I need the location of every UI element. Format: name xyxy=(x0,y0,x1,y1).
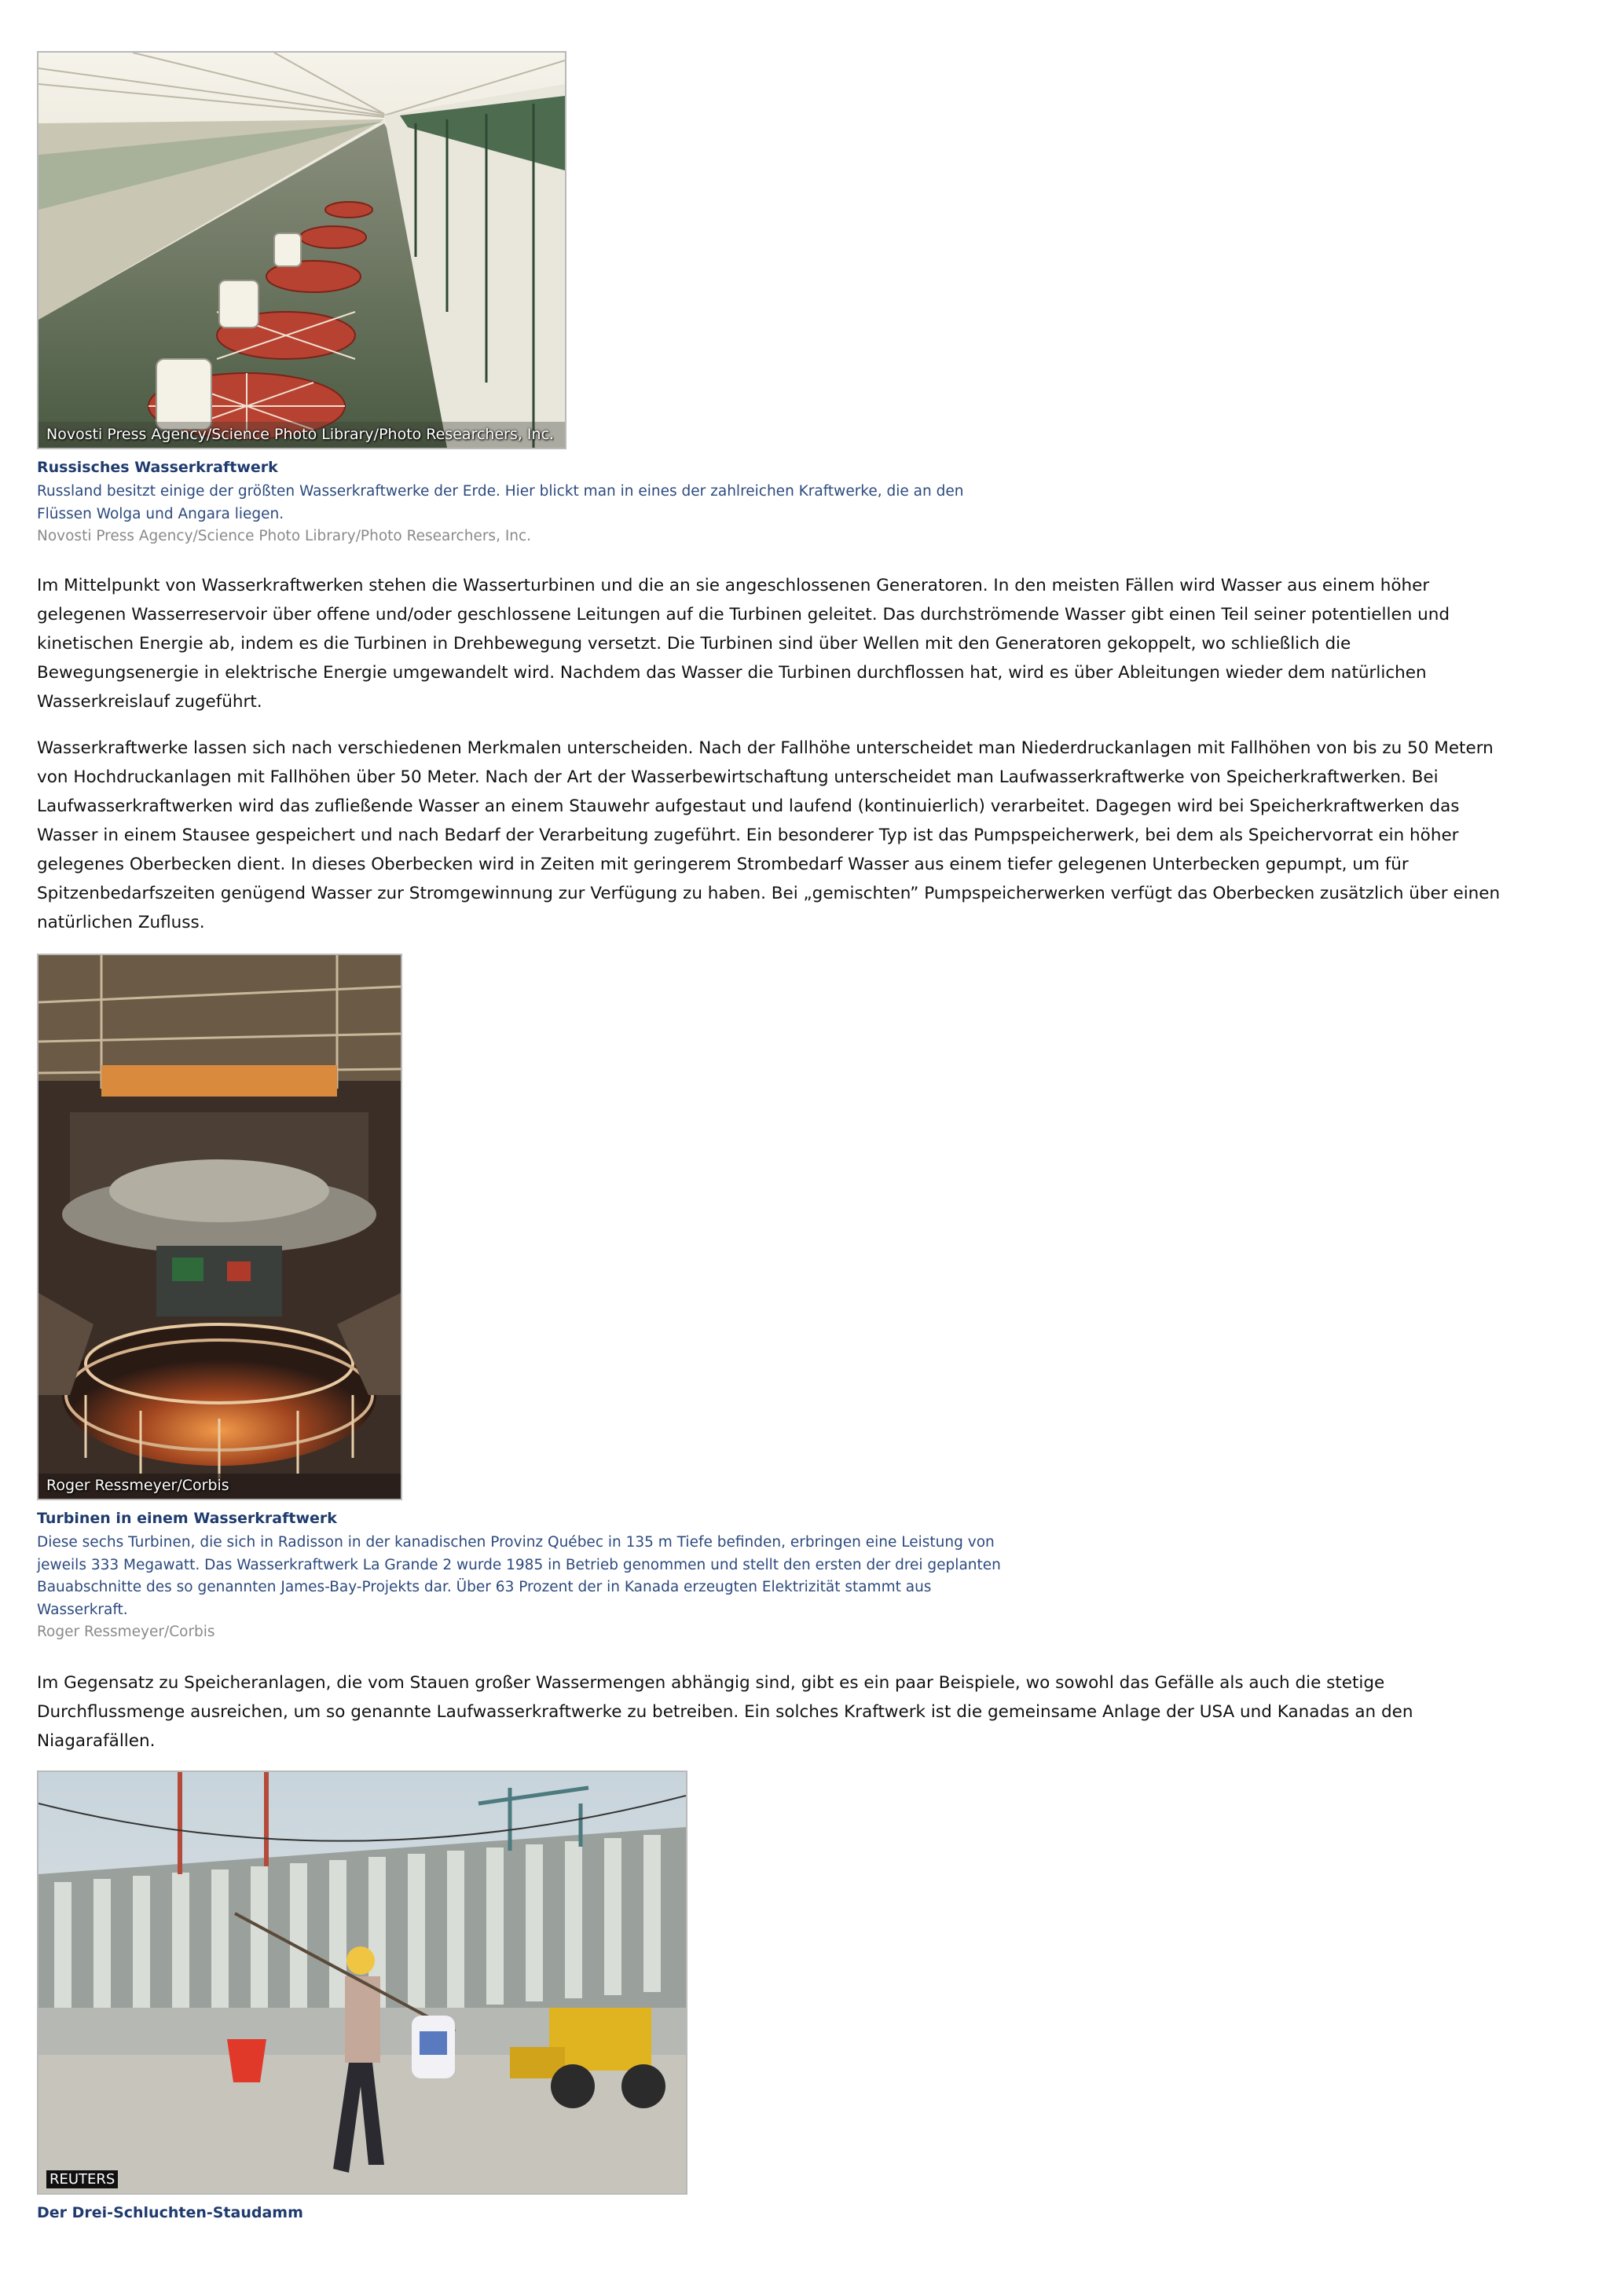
figure-credit: Roger Ressmeyer/Corbis xyxy=(37,1624,215,1640)
paragraph-line: Laufwasserkraftwerken wird das zufließende Wasser an einem Stauwehr aufgestaut und laufend (kontinuierlich) verarbeitet. Dagegen wird bei Speicherkraftwerken das xyxy=(37,796,1460,816)
paragraph-line: von Hochdruckanlagen mit Fallhöhen über 50 Meter. Nach der Art der Wasserbewirtschaftung unterscheidet man Laufwasserkraftwerke von Speicherkraftwerken. Bei xyxy=(37,767,1439,787)
figure-credit: Novosti Press Agency/Science Photo Library/Photo Researchers, Inc. xyxy=(37,528,532,544)
photo-three-gorges-dam xyxy=(37,1771,687,2195)
photo-overlay-credit: Novosti Press Agency/Science Photo Library/Photo Researchers, Inc. xyxy=(46,426,555,443)
three-gorges-dam-image xyxy=(38,1772,686,2193)
body-paragraph xyxy=(37,734,1577,937)
caption-line: Wasserkraft. xyxy=(37,1601,128,1618)
body-paragraph xyxy=(37,571,1577,716)
body-paragraph xyxy=(37,1668,1577,1756)
paragraph-line: Spitzenbedarfszeiten genügend Wasser zur Stromgewinnung zur Verfügung zu haben. Bei „gemischten” Pumpspeicherwerken verfügt das Oberbecken zusätzlich über einen xyxy=(37,884,1501,903)
figure-three-gorges-dam xyxy=(37,1771,744,2223)
paragraph-line: Im Gegensatz zu Speicheranlagen, die vom Stauen großer Wassermengen abhängig sind, gibt es ein paar Beispiele, wo sowohl das Gefälle als auch die stetige xyxy=(37,1673,1385,1693)
photo-turbine-construction xyxy=(37,954,402,1500)
paragraph-line: Im Mittelpunkt von Wasserkraftwerken stehen die Wasserturbinen und die an sie angeschlossenen Generatoren. In den meisten Fällen wird Wasser aus einem höher xyxy=(37,576,1430,595)
figure-turbines xyxy=(37,954,1137,1643)
figure-russian-power-plant xyxy=(37,51,1058,547)
paragraph-line: gelegenes Oberbecken dient. In dieses Oberbecken wird in Zeiten mit geringerem Strombedarf Wasser aus einem tiefer gelegenen Unterbecken gepumpt, um für xyxy=(37,855,1409,874)
caption-line: Flüssen Wolga und Angara liegen. xyxy=(37,505,284,522)
photo-turbine-hall xyxy=(37,51,566,449)
paragraph-line: Wasserkraftwerke lassen sich nach verschiedenen Merkmalen unterscheiden. Nach der Fallhöhe unterscheidet man Niederdruckanlagen mit Fallhöhen von bis zu 50 Metern xyxy=(37,738,1494,758)
figure-caption xyxy=(37,481,1058,525)
paragraph-line: Durchflussmenge ausreichen, um so genannte Laufwasserkraftwerke zu betreiben. Ein solches Kraftwerk ist die gemeinsame Anlage der USA und Kanadas an den xyxy=(37,1702,1413,1722)
figure-title: Turbinen in einem Wasserkraftwerk xyxy=(37,1510,337,1527)
caption-line: Russland besitzt einige der größten Wasserkraftwerke der Erde. Hier blickt man in eines der zahlreichen Kraftwerke, die an den xyxy=(37,483,964,500)
figure-title: Der Drei-Schluchten-Staudamm xyxy=(37,2204,303,2221)
paragraph-line: natürlichen Zufluss. xyxy=(37,913,205,932)
caption-line: Diese sechs Turbinen, die sich in Radisson in der kanadischen Provinz Québec in 135 m Tiefe befinden, erbringen eine Leistung von xyxy=(37,1534,995,1551)
figure-title: Russisches Wasserkraftwerk xyxy=(37,459,278,476)
paragraph-line: Niagarafällen. xyxy=(37,1731,156,1751)
paragraph-line: gelegenen Wasserreservoir über offene und/oder geschlossene Leitungen auf die Turbinen geleitet. Das durchströmende Wasser gibt einen Teil seiner potentiellen und xyxy=(37,605,1450,624)
photo-overlay-credit: REUTERS xyxy=(46,2170,118,2188)
caption-line: jeweils 333 Megawatt. Das Wasserkraftwerk La Grande 2 wurde 1985 in Betrieb genommen und stellt den ersten der drei geplanten xyxy=(37,1556,1001,1573)
paragraph-line: Bewegungsenergie in elektrische Energie umgewandelt wird. Nachdem das Wasser die Turbinen durchflossen hat, wird es über Ableitungen wieder dem natürlichen xyxy=(37,663,1427,683)
photo-overlay-credit: Roger Ressmeyer/Corbis xyxy=(46,1477,229,1494)
turbine-construction-image xyxy=(38,955,401,1499)
paragraph-line: Wasser in einem Stausee gespeichert und nach Bedarf der Verarbeitung zugeführt. Ein besonderer Typ ist das Pumpspeicherwerk, bei dem als Speichervorrat ein höher xyxy=(37,826,1459,845)
paragraph-line: Wasserkreislauf zugeführt. xyxy=(37,692,262,712)
paragraph-line: kinetischen Energie ab, indem es die Turbinen in Drehbewegung versetzt. Die Turbinen sind über Wellen mit den Generatoren gekoppelt, wo schließlich die xyxy=(37,634,1351,654)
turbine-hall-image xyxy=(38,53,565,448)
figure-caption xyxy=(37,1532,1137,1621)
caption-line: Bauabschnitte des so genannten James-Bay-Projekts dar. Über 63 Prozent der in Kanada erzeugten Elektrizität stammt aus xyxy=(37,1579,932,1595)
